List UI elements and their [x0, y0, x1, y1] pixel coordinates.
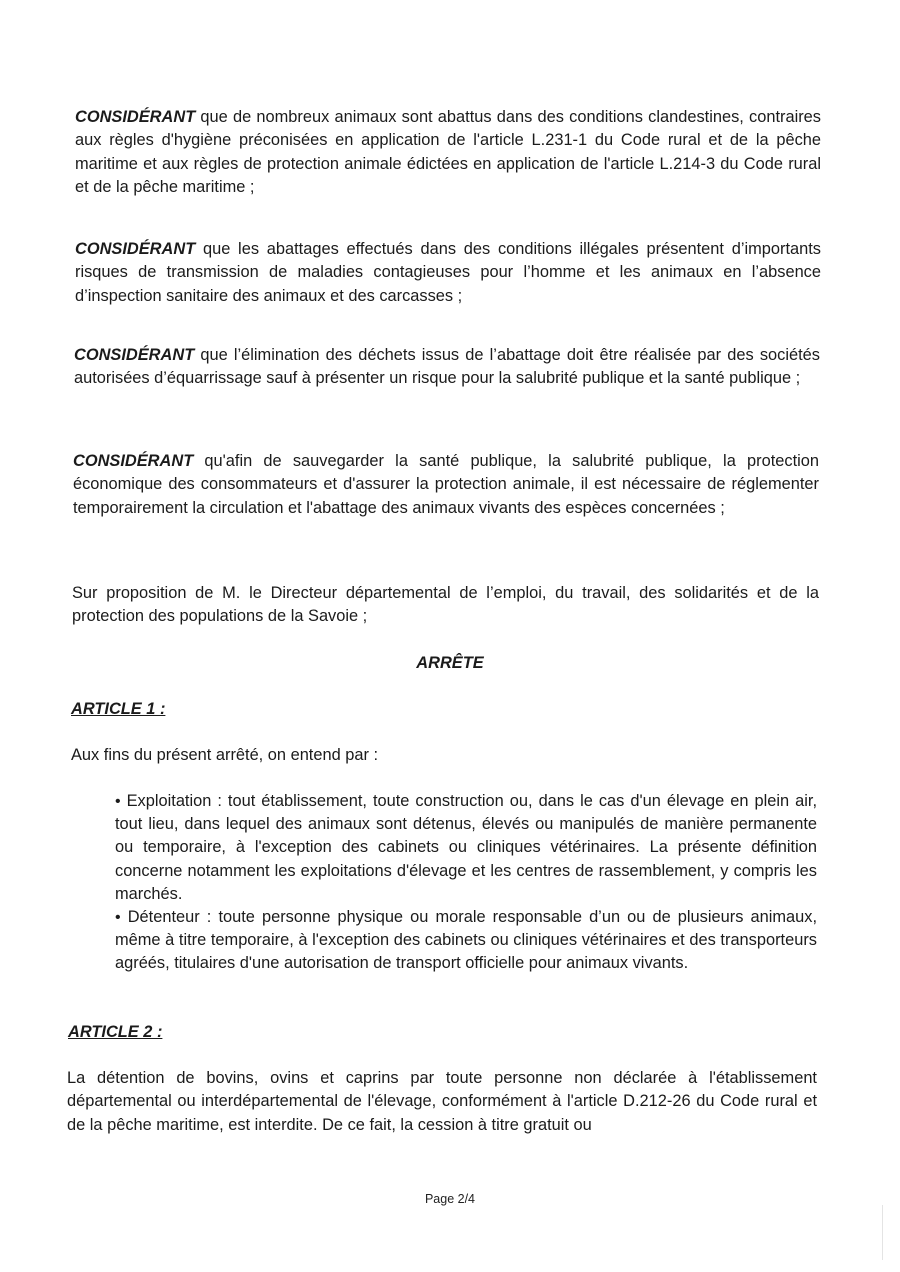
considerant-paragraph-2 — [75, 238, 821, 308]
considerant-text: que l’élimination des déchets issus de l’abattage doit être réalisée par des sociétés autorisées d’équarrissage sauf à présenter un risque pour la salubrité publique et la santé publique ; — [74, 346, 820, 388]
considerant-text: que les abattages effectués dans des conditions illégales présentent d’importants risques de transmission de maladies contagieuses pour l’homme et les animaux en l’absence d’inspection sanitaire des animaux et des carcasses ; — [75, 240, 821, 305]
considerant-text: que de nombreux animaux sont abattus dans des conditions clandestines, contraires aux règles d'hygiène préconisées en application de l'article L.231-1 du Code rural et de la pêche maritime et aux règles de protection animale édictées en application de l'article L.214-3 du Code rural et de la pêche maritime ; — [75, 108, 821, 197]
considerant-keyword: CONSIDÉRANT — [75, 240, 196, 258]
arrete-title: ARRÊTE — [416, 654, 484, 672]
article-1-heading: ARTICLE 1 : — [71, 700, 166, 718]
article-1-intro — [71, 744, 771, 767]
article-2-text: La détention de bovins, ovins et caprins par toute personne non déclarée à l'établissement départemental ou interdépartemental de l'élevage, conformément à l'article D.212-26 du Code rural et de la pêche maritime, est interdite. De ce fait, la cession à titre gratuit ou — [67, 1069, 817, 1134]
considerant-keyword: CONSIDÉRANT — [75, 108, 196, 126]
article-2-heading: ARTICLE 2 : — [68, 1023, 163, 1041]
definition-text: Exploitation : tout établissement, toute construction ou, dans le cas d'un élevage en plein air, tout lieu, dans lequel des animaux sont détenus, élevés ou manipulés de manière permanente ou temporaire, à l'exception des cabinets ou cliniques vétérinaires. La présente définition concerne notamment les exploitations d'élevage et les centres de rassemblement, y compris les marchés. — [115, 792, 817, 903]
article-1-intro-text: Aux fins du présent arrêté, on entend par : — [71, 746, 379, 764]
proposition-text: Sur proposition de M. le Directeur départemental de l’emploi, du travail, des solidarités et de la protection des populations de la Savoie ; — [72, 584, 819, 626]
bullet-icon: • — [115, 793, 121, 810]
considerant-paragraph-1 — [75, 106, 821, 200]
considerant-paragraph-3 — [74, 344, 820, 391]
considerant-keyword: CONSIDÉRANT — [74, 346, 195, 364]
considerant-text: qu'afin de sauvegarder la santé publique, la salubrité publique, la protection économique des consommateurs et d'assurer la protection animale, il est nécessaire de réglementer temporairement la circulation et l'abattage des animaux vivants des espèces concernées ; — [73, 452, 819, 517]
definition-list — [105, 790, 817, 976]
definition-item-detenteur — [105, 906, 817, 976]
scan-edge-mark — [882, 1205, 883, 1260]
considerant-paragraph-4 — [73, 450, 819, 520]
definition-text: Détenteur : toute personne physique ou morale responsable d’un ou de plusieurs animaux, même à titre temporaire, à l'exception des cabinets ou cliniques vétérinaires et des transporteurs agréés, titulaires d'une autorisation de transport officielle pour animaux vivants. — [115, 908, 818, 973]
article-2-paragraph — [67, 1067, 817, 1137]
definition-item-exploitation — [105, 790, 817, 906]
bullet-icon: • — [115, 909, 121, 927]
page-number: Page 2/4 — [424, 1192, 476, 1206]
considerant-keyword: CONSIDÉRANT — [73, 452, 194, 470]
proposition-paragraph — [72, 582, 819, 629]
